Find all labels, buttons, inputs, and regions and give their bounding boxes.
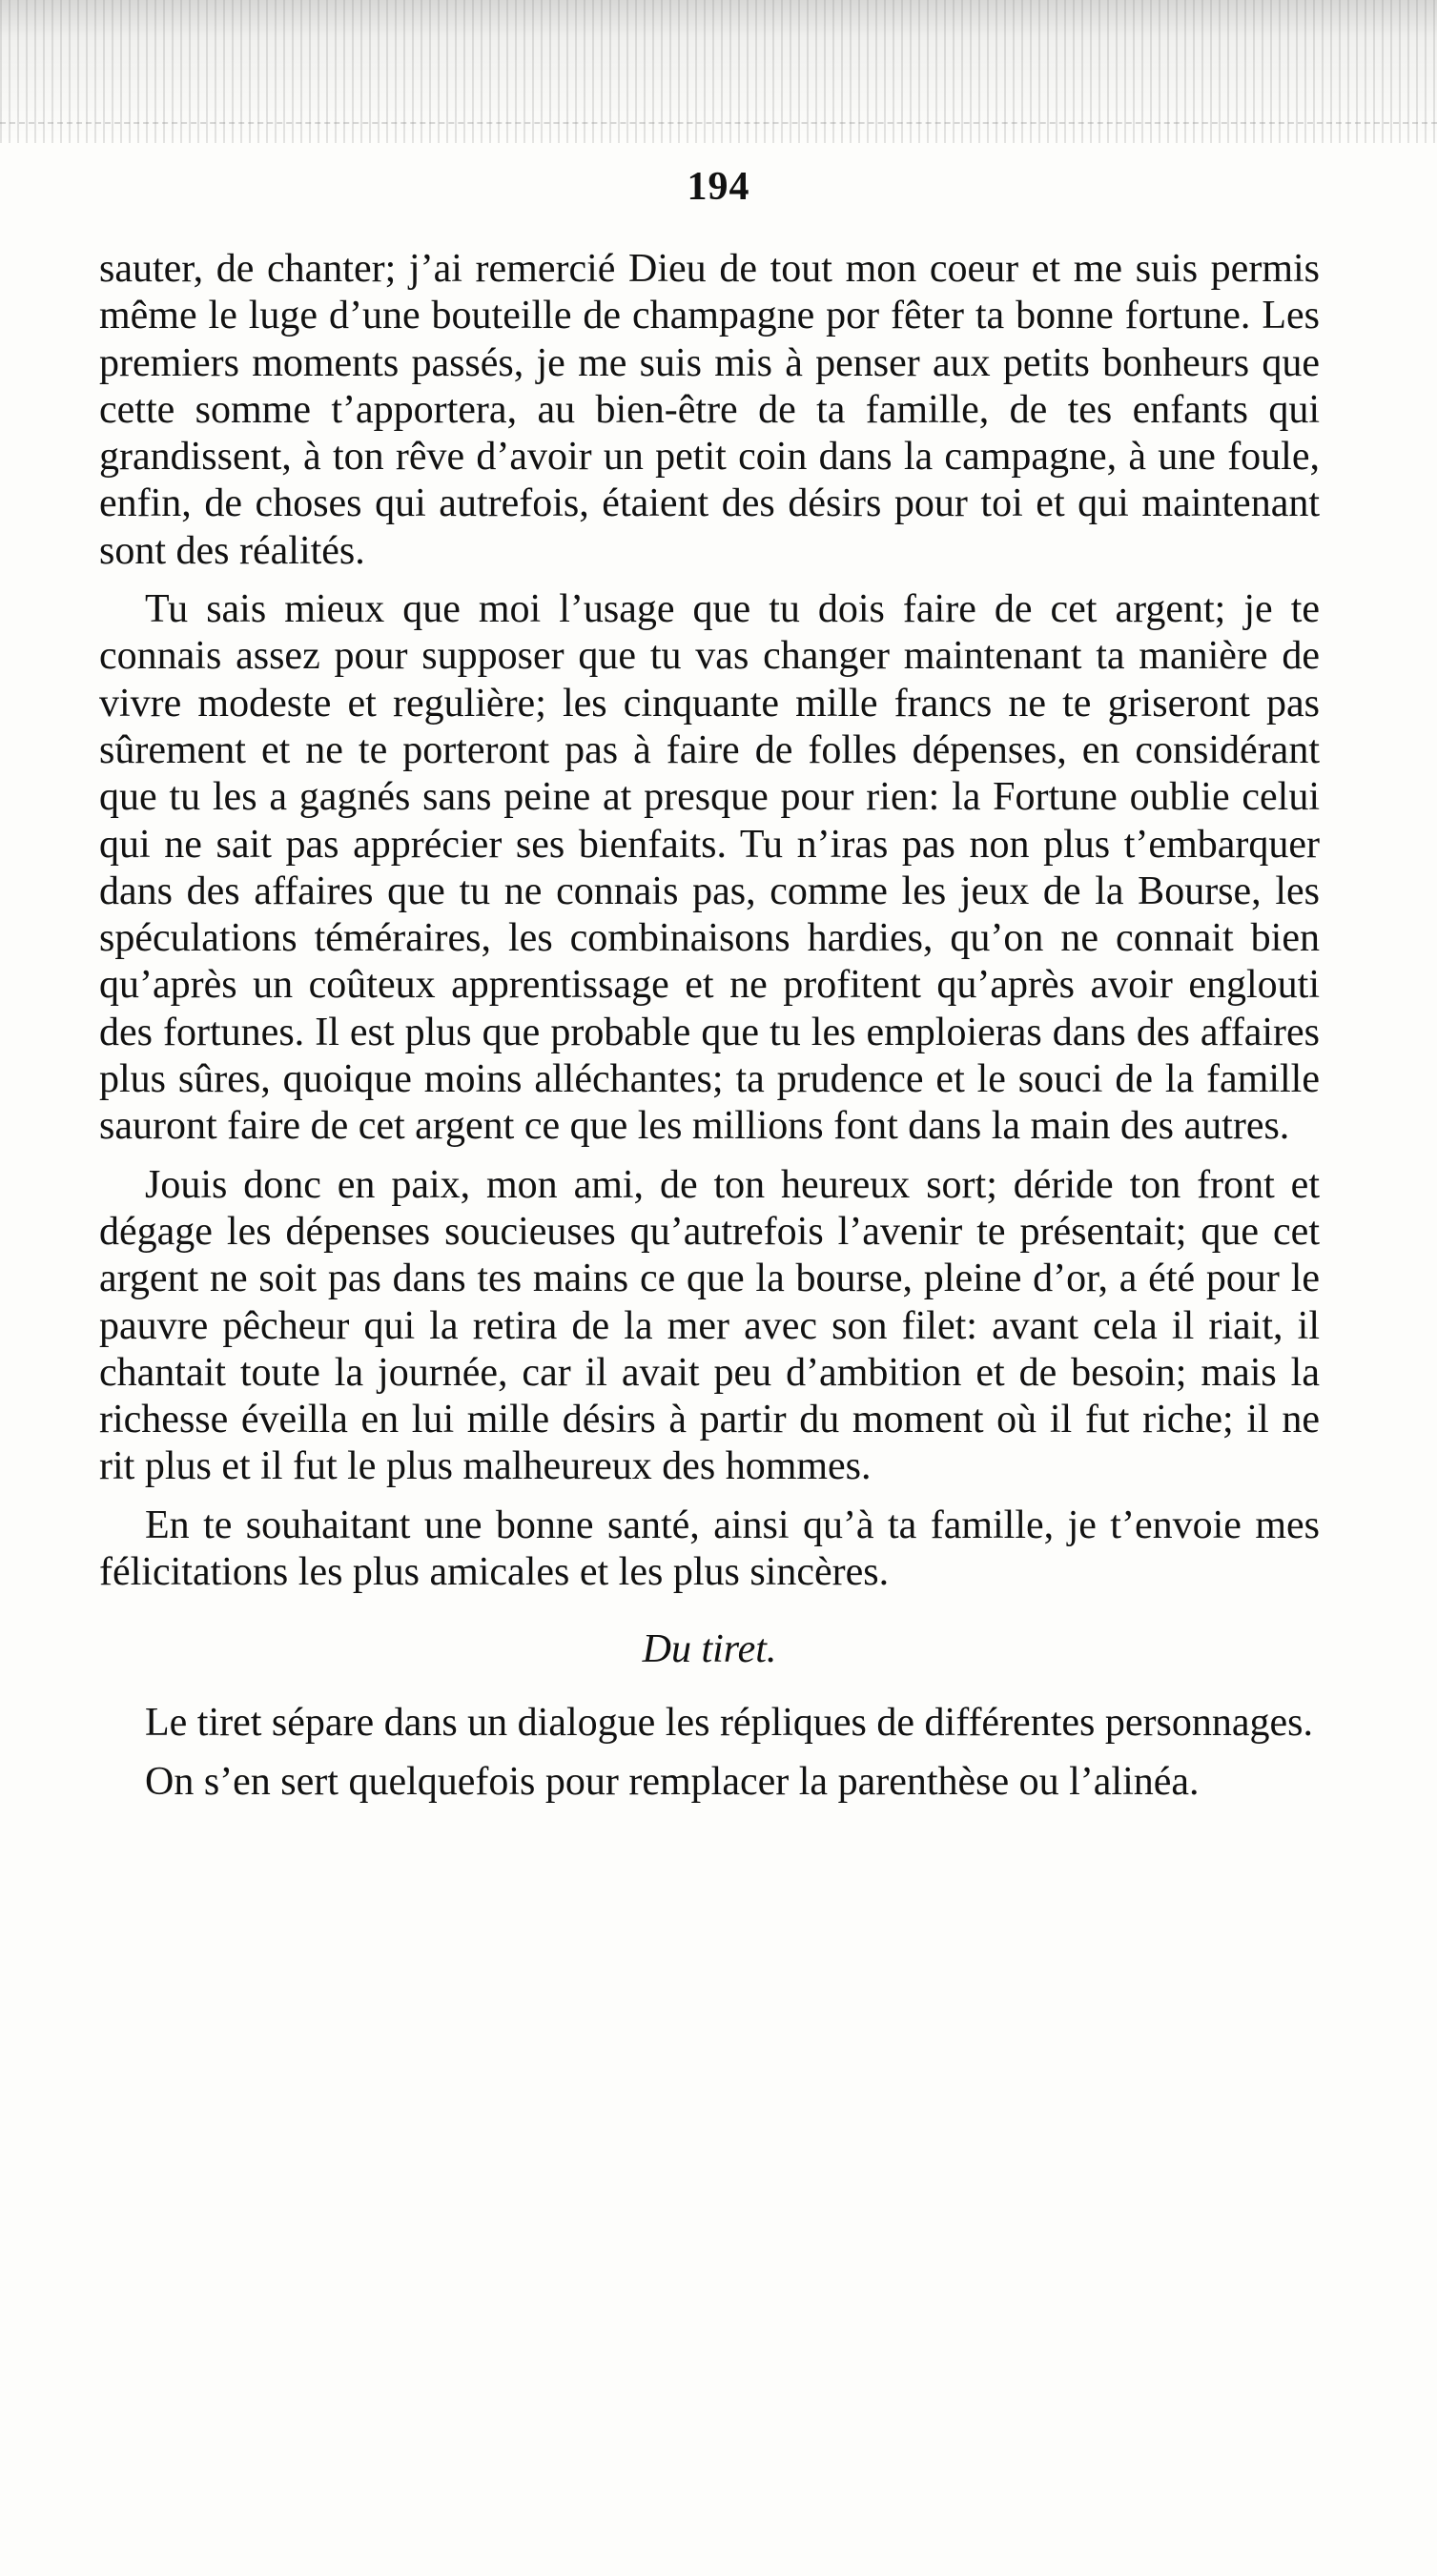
paragraph: Jouis donc en paix, mon ami, de ton heureux sort; déride ton front et dégage les dépenses soucieuses qu’autrefois l’avenir te présentait; que cet argent ne soit pas dans tes mains ce que la bourse, pleine d’or, a été pour le pauvre pêcheur qui la retira de la mer avec son filet: avant cela il riait, il chantait toute la journée, car il avait peu d’ambition et de besoin; mais la richesse éveilla en lui mille désirs à partir du moment où il fut riche; il ne rit plus et il fut le plus malheureux des hommes. [99, 1162, 1320, 1489]
section-paragraph: Le tiret sépare dans un dialogue les répliques de différentes personnages. [145, 1701, 1313, 1746]
section-paragraph: On s’en sert quelquefois pour remplacer la parenthèse ou l’alinéa. [145, 1759, 1200, 1804]
page-number: 194 [687, 165, 750, 209]
paragraph: En te souhaitant une bonne santé, ainsi qu’à ta famille, je t’envoie mes félicitations les plus amicales et les plus sincères. [99, 1503, 1320, 1595]
paragraph-continued: sauter, de chanter; j’ai remercié Dieu de tout mon coeur et me suis permis même le luge d’une bouteille de champagne por fêter ta bonne fortune. Les premiers moments passés, je me suis mis à penser aux petits bonheurs que cette somme t’apportera, au bien-être de ta famille, de tes enfants qui grandissent, à ton rêve d’avoir un petit coin dans la campagne, à une foule, enfin, de choses qui autrefois, étaient des désirs pour toi et qui maintenant sont des réalités. [99, 247, 1320, 573]
scan-artifact-top [0, 0, 1437, 143]
page-body [99, 246, 1320, 1806]
paragraph: Tu sais mieux que moi l’usage que tu dois faire de cet argent; je te connais assez pour supposer que tu vas changer maintenant ta manière de vivre modeste et regulière; les cinquante mille francs ne te griseront pas sûrement et ne te porteront pas à faire de folles dépenses, en considérant que tu les a gagnés sans peine at presque pour rien: la Fortune oublie celui qui ne sait pas apprécier ses bienfaits. Tu n’iras pas non plus t’embarquer dans des affaires que tu ne connais pas, comme les jeux de la Bourse, les spéculations téméraires, les combinaisons hardies, qu’on ne connait bien qu’après un coûteux apprentissage et ne profitent qu’après avoir englouti des fortunes. Il est plus que probable que tu les emploieras dans des affaires plus sûres, quoique moins alléchantes; ta prudence et le souci de la famille sauront faire de cet argent ce que les millions font dans la main des autres. [99, 587, 1320, 1149]
section-title: Du tiret. [642, 1627, 777, 1672]
